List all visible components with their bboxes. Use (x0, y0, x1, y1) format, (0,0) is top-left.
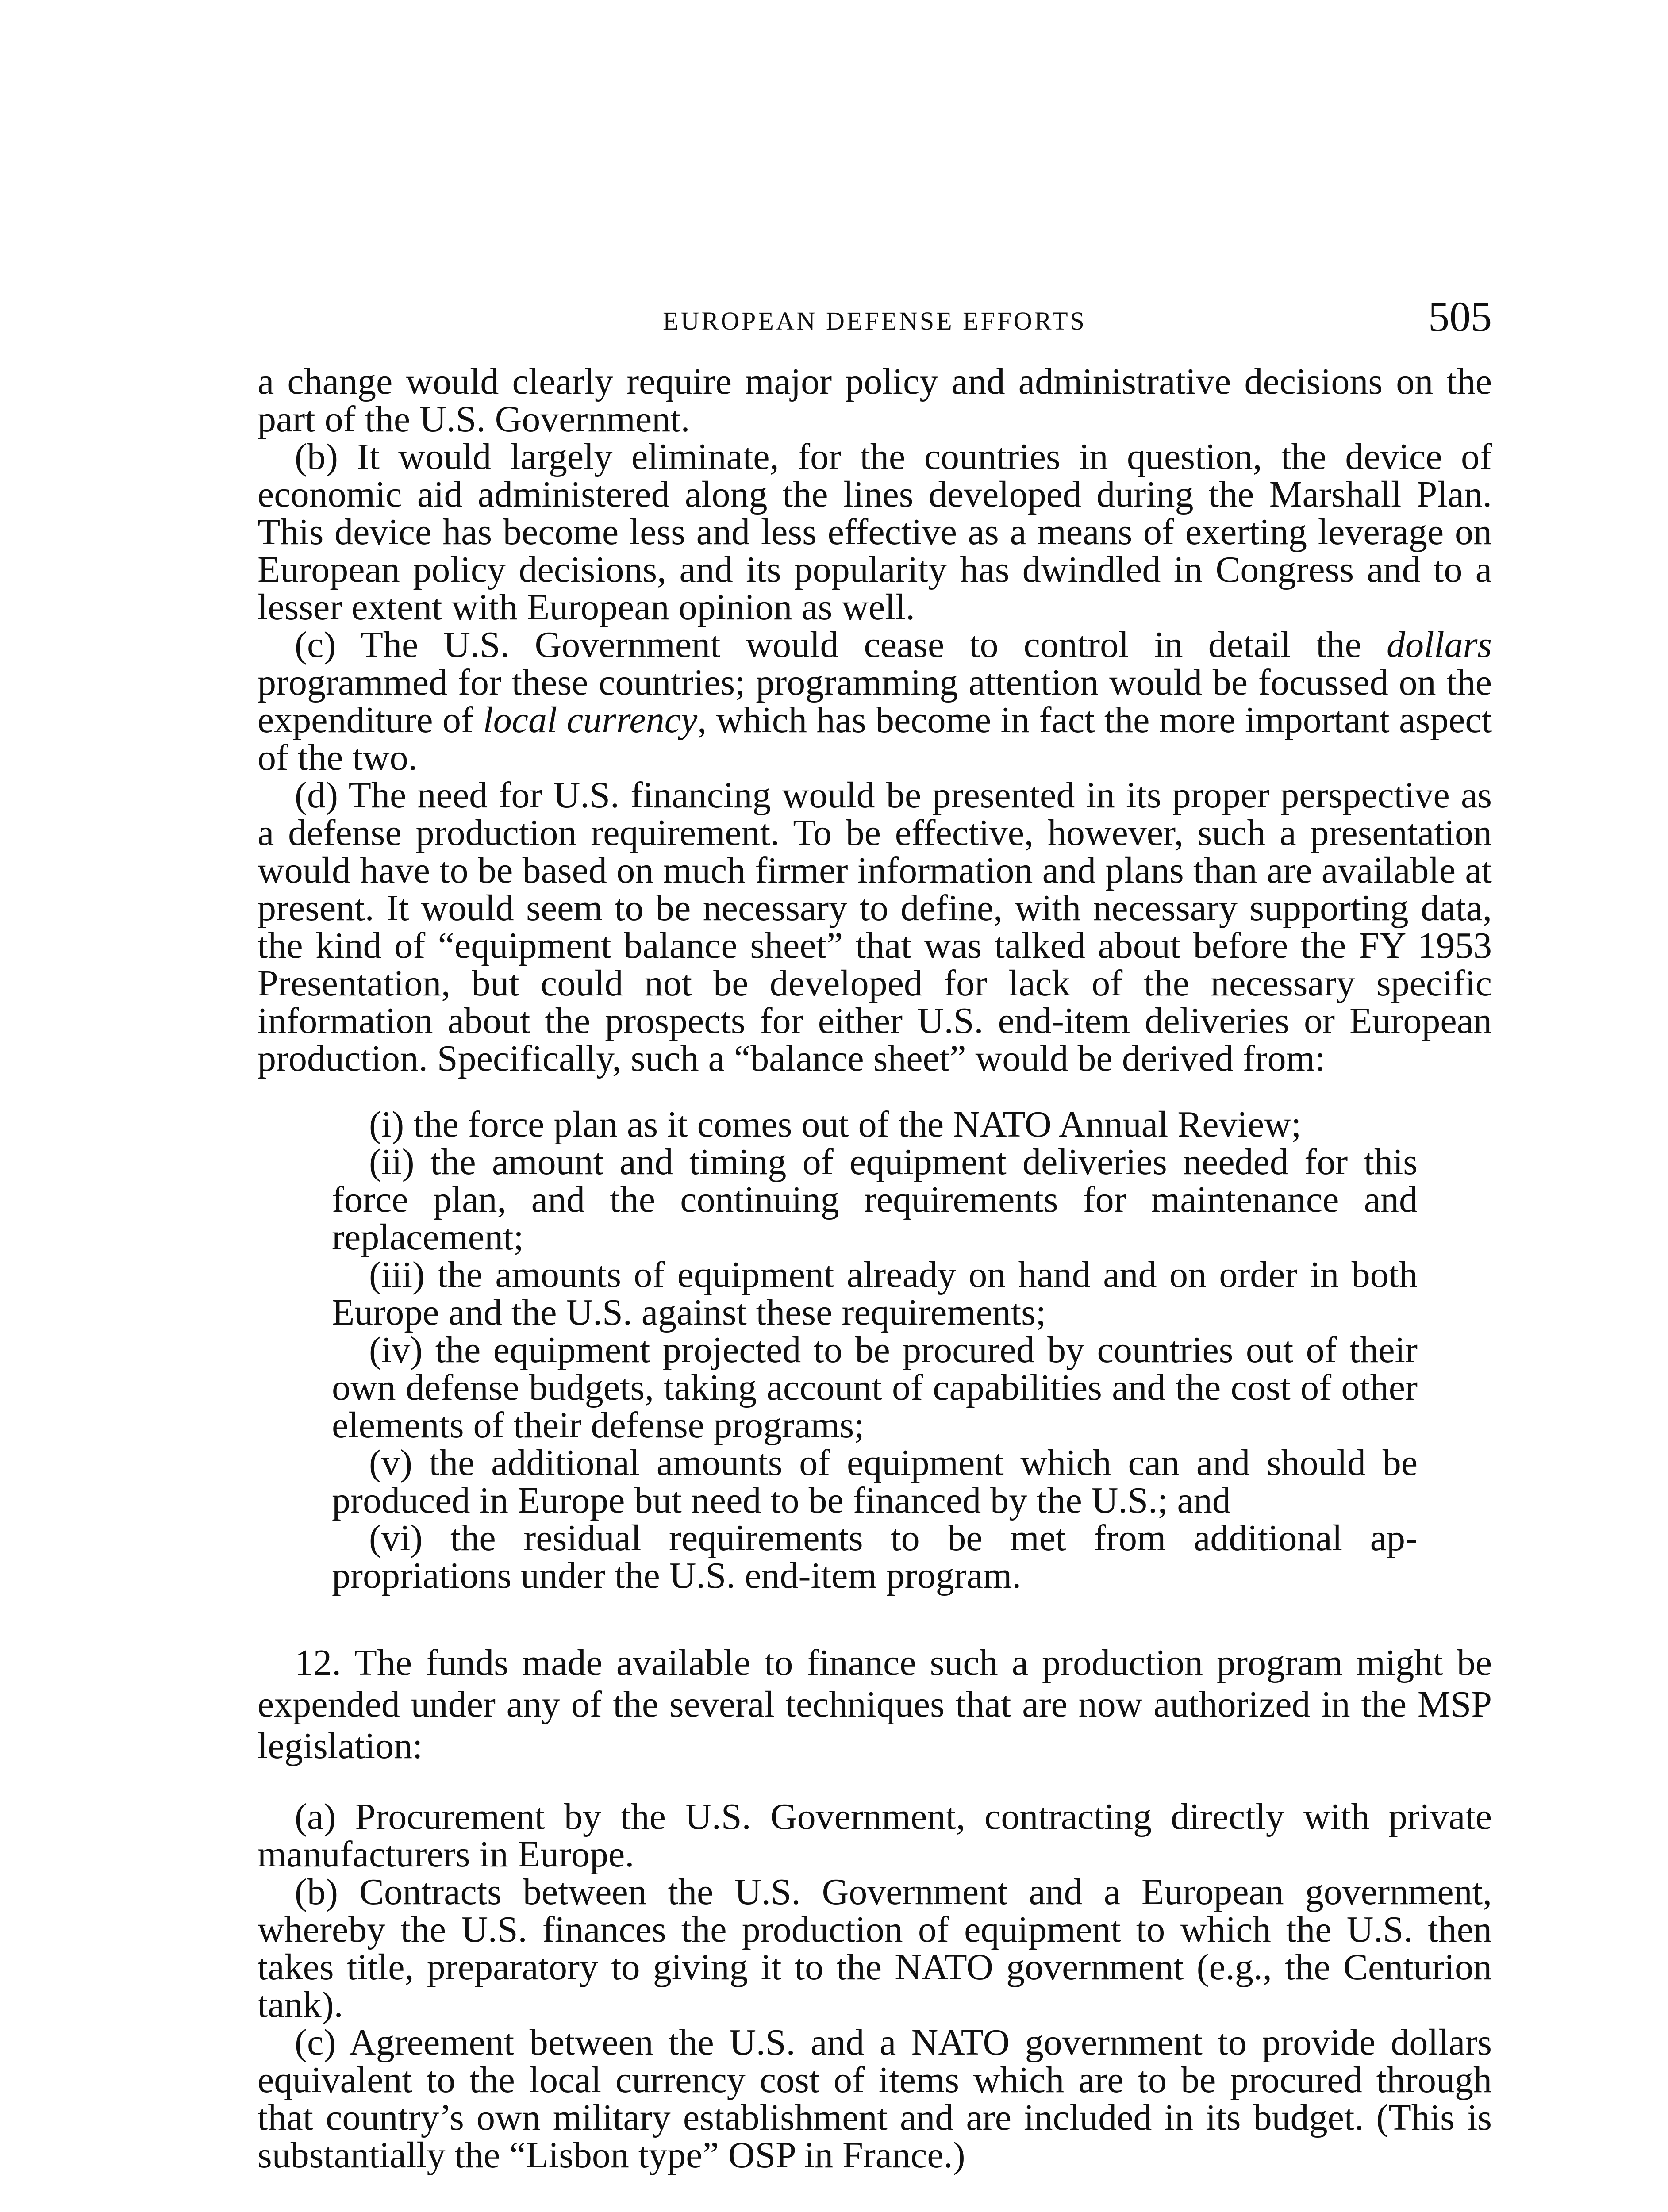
paragraph-continuation: a change would clearly require major policy and administrative decisions on the part of the U.S. Government. (258, 361, 1492, 440)
balance-sheet-item: (ii) the amount and timing of equipment deliveries needed for this force plan, and the continuing requirements for maintenance and replacement; (332, 1141, 1418, 1258)
technique-item: (b) Contracts between the U.S. Government and a European government, whereby the U.S. finances the production of equipment to which the U.S. then takes title, preparatory to giving it to the NATO government (e.g., the Centurion tank). (258, 1871, 1492, 2025)
paragraph-c-text-1: (c) The U.S. Government would cease to control in detail the (295, 624, 1387, 665)
technique-item: (c) Agreement between the U.S. and a NATO government to provide dollars equivalent to the local currency cost of items which are to be procured through that country’s own military establishment and are included in its budget. (This is substantially the “Lisbon type” OSP in France.) (258, 2022, 1492, 2176)
paragraph-b: (b) It would largely eliminate, for the countries in question, the device of economic aid administered along the lines developed during the Marshall Plan. This device has become less and less effective as a means of exerting leverage on European policy decisions, and its popularity has dwindled in Congress and to a lesser extent with European opinion as well. (258, 436, 1492, 628)
balance-sheet-item: (iv) the equipment projected to be procured by countries out of their own defense budgets, taking account of capabilities and the cost of other elements of their defense programs; (332, 1329, 1418, 1446)
paragraph-c-italic-local-currency: local currency (483, 699, 698, 741)
balance-sheet-item: (v) the additional amounts of equipment which can and should be produced in Europe but need to be financed by the U.S.; and (332, 1442, 1418, 1521)
body-text (258, 363, 1492, 2174)
balance-sheet-item: (vi) the residual requirements to be met from additional appropriations under the U.S. end-item program. (332, 1517, 1418, 1596)
paragraph-c (258, 626, 1492, 776)
paragraph-12: 12. The funds made available to finance such a production program might be expended under any of the several techniques that are now authorized in the MSP legislation: (258, 1642, 1492, 1767)
paragraph-c-italic-dollars: dollars (1386, 624, 1492, 665)
technique-item: (a) Procurement by the U.S. Government, contracting directly with private manufacturers in Europe. (258, 1796, 1492, 1875)
balance-sheet-item: (iii) the amounts of equipment already on hand and on order in both Europe and the U.S. against these requirements; (332, 1254, 1418, 1333)
paragraph-c-text-2: programmed for these countries; programming attention would be focussed on the expenditure of (258, 662, 1492, 741)
techniques-list (258, 1798, 1492, 2174)
paragraph-c-text-3: , which has become in fact the more important aspect of the two. (258, 699, 1492, 778)
balance-sheet-item: (i) the force plan as it comes out of the NATO Annual Review; (369, 1104, 1302, 1145)
running-head (258, 292, 1492, 345)
paragraph-d: (d) The need for U.S. financing would be presented in its proper perspective as a defense production requirement. To be effective, however, such a presentation would have to be based on much firmer information and plans than are available at present. It would seem to be necessary to define, with necessary supporting data, the kind of “equipment balance sheet” that was talked about before the FY 1953 Presentation, but could not be developed for lack of the necessary specific information about the prospects for either U.S. end-item deliveries or European production. Specifically, such a “balance sheet” would be derived from: (258, 775, 1492, 1079)
page-number: 505 (1428, 293, 1492, 340)
balance-sheet-list (332, 1106, 1418, 1594)
running-title: EUROPEAN DEFENSE EFFORTS (663, 307, 1087, 335)
